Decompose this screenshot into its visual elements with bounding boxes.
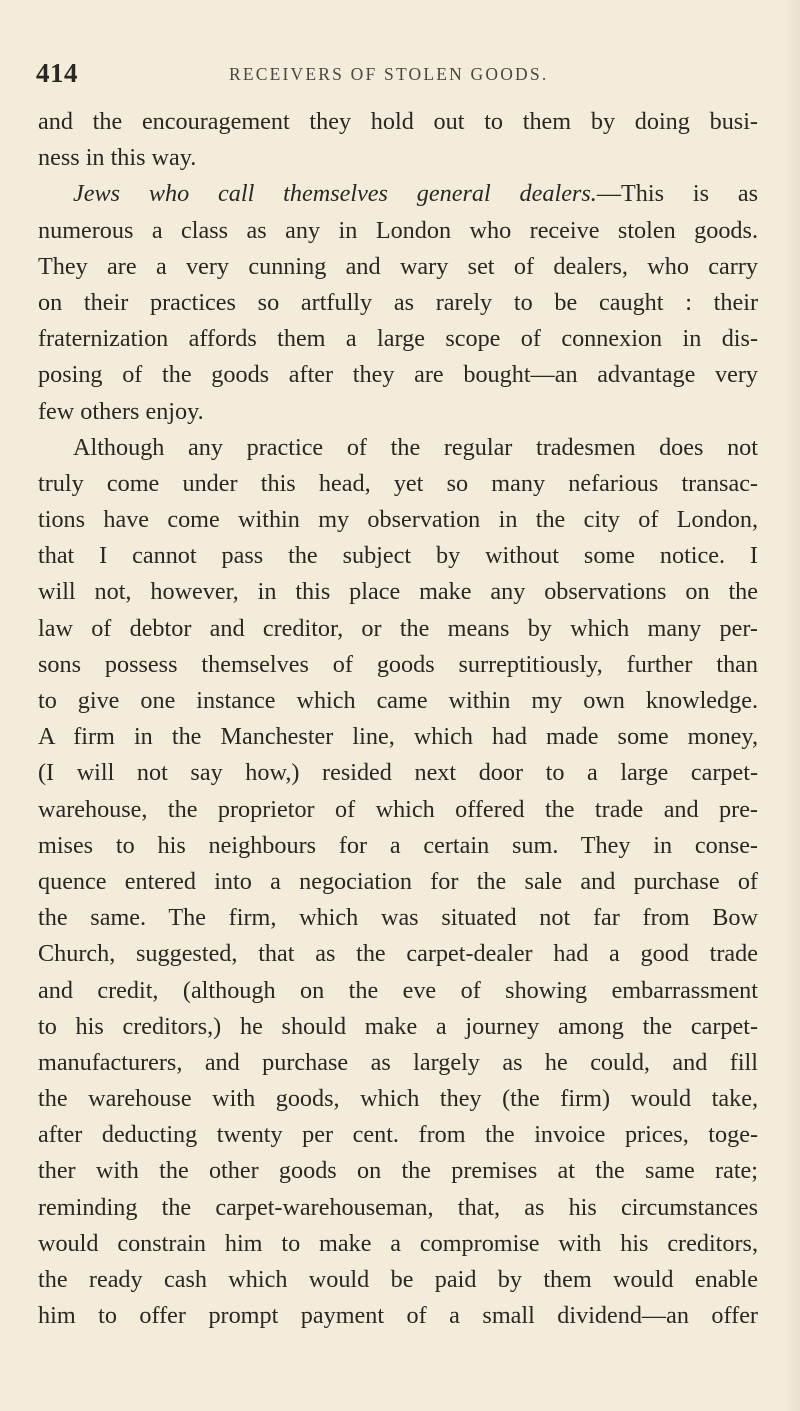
text-line: to his creditors,) he should make a journey among the carpet- [38,1012,758,1040]
page-edge-shadow [786,0,800,1411]
text-line: truly come under this head, yet so many nefarious transac- [38,469,758,497]
text-line: sons possess themselves of goods surreptitiously, further than [38,650,758,678]
text-line: manufacturers, and purchase as largely as he could, and fill [38,1048,758,1076]
text-line: after deducting twenty per cent. from the invoice prices, toge- [38,1121,758,1149]
text-line: the warehouse with goods, which they (the firm) would take, [38,1085,758,1113]
text-line: the ready cash which would be paid by them would enable [38,1266,758,1293]
text-line-rest: —This is as [596,180,758,208]
text-line: warehouse, the proprietor of which offered the trade and pre- [38,795,758,823]
text-line: Although any practice of the regular tradesmen does not [73,433,758,461]
text-line: to give one instance which came within my own knowledge. [38,687,758,714]
text-line: him to offer prompt payment of a small dividend—an offer [38,1302,758,1330]
text-line: They are a very cunning and wary set of dealers, who carry [38,252,758,280]
text-line: (I will not say how,) resided next door to a large carpet- [38,759,758,787]
text-line: law of debtor and creditor, or the means by which many per- [38,614,758,642]
text-line: will not, however, in this place make any observations on the [38,578,758,606]
text-line: fraternization affords them a large scope of connexion in dis- [38,325,758,353]
text-line: mises to his neighbours for a certain sum. They in conse- [38,831,758,859]
page-header [36,58,736,92]
text-line: on their practices so artfully as rarely to be caught : their [38,288,758,316]
text-line: ther with the other goods on the premises at the same rate; [38,1157,758,1185]
text-line: that I cannot pass the subject by without some notice. I [38,542,758,570]
text-line: reminding the carpet-warehouseman, that, as his circumstances [38,1193,758,1221]
running-head: RECEIVERS OF STOLEN GOODS. [229,64,549,84]
text-line: posing of the goods after they are bought—an advantage very [38,361,758,389]
body-text [38,104,758,1334]
page-number: 414 [36,58,78,88]
text-line: and credit, (although on the eve of showing embarrassment [38,976,758,1004]
text-line: and the encouragement they hold out to them by doing busi- [38,108,758,135]
text-line: quence entered into a negociation for the sale and purchase of [38,867,758,895]
section-heading: Jews who call themselves general dealers. [73,180,597,208]
text-line: Church, suggested, that as the carpet-dealer had a good trade [38,940,758,968]
text-line: ness in this way. [38,144,197,172]
text-line: would constrain him to make a compromise with his creditors, [38,1229,758,1257]
text-line: A firm in the Manchester line, which had made some money, [38,723,758,751]
text-line: the same. The firm, which was situated not far from Bow [38,904,758,932]
text-line: tions have come within my observation in the city of London, [38,506,758,534]
text-line: numerous a class as any in London who receive stolen goods. [38,216,758,244]
text-line [38,176,758,212]
text-line: few others enjoy. [38,397,204,425]
